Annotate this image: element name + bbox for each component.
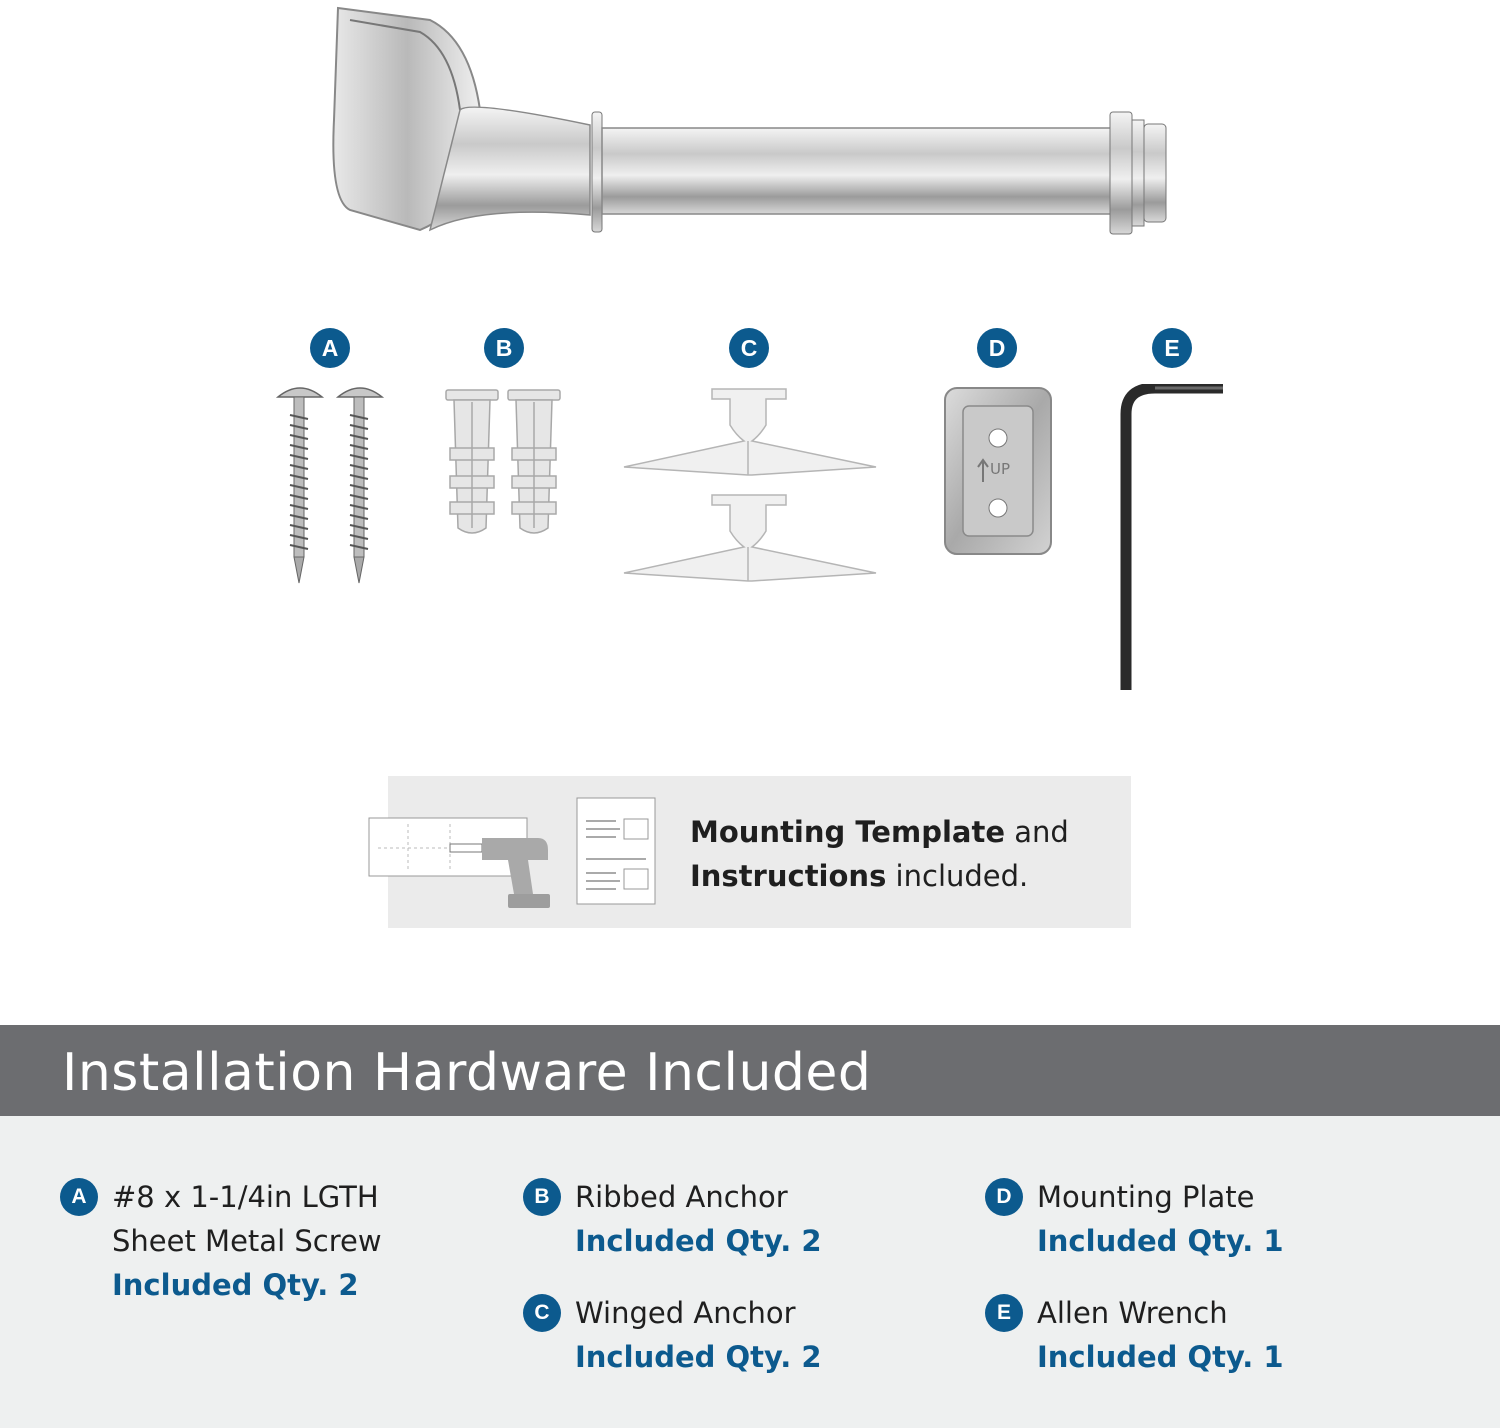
item-c <box>575 1291 822 1379</box>
part-b-badge: B <box>484 328 524 368</box>
item-a-line2: Sheet Metal Screw <box>112 1224 382 1258</box>
item-a-qty: Included Qty. 2 <box>112 1268 359 1302</box>
allen-wrench-image <box>1115 384 1230 694</box>
item-b-badge: B <box>523 1178 561 1216</box>
item-e <box>1037 1291 1284 1379</box>
template-text-2: included. <box>886 859 1029 893</box>
item-d-line1: Mounting Plate <box>1037 1180 1255 1214</box>
ribbed-anchors-image <box>440 388 565 540</box>
template-text-1: and <box>1005 815 1069 849</box>
item-d-badge: D <box>985 1178 1023 1216</box>
item-a-badge: A <box>60 1178 98 1216</box>
item-c-qty: Included Qty. 2 <box>575 1340 822 1374</box>
item-b <box>575 1175 822 1263</box>
screws-image <box>272 385 392 590</box>
item-b-line1: Ribbed Anchor <box>575 1180 788 1214</box>
item-c-line1: Winged Anchor <box>575 1296 796 1330</box>
item-e-line1: Allen Wrench <box>1037 1296 1228 1330</box>
instructions-document-icon <box>576 797 658 907</box>
mounting-plate-image <box>943 386 1053 556</box>
item-a-line1: #8 x 1-1/4in LGTH <box>112 1180 379 1214</box>
item-a <box>112 1175 382 1307</box>
item-d-qty: Included Qty. 1 <box>1037 1224 1284 1258</box>
template-bold-2: Instructions <box>690 859 887 893</box>
part-a-badge: A <box>310 328 350 368</box>
drill-icon <box>368 816 553 911</box>
item-d <box>1037 1175 1284 1263</box>
template-text <box>690 810 1069 898</box>
banner-title: Installation Hardware Included <box>62 1043 872 1103</box>
item-c-badge: C <box>523 1294 561 1332</box>
part-d-badge: D <box>977 328 1017 368</box>
toilet-paper-holder-image <box>320 0 1190 250</box>
plate-up-label: UP <box>990 460 1011 478</box>
part-c-badge: C <box>729 328 769 368</box>
part-e-badge: E <box>1152 328 1192 368</box>
winged-anchors-image <box>620 385 880 590</box>
template-bold-1: Mounting Template <box>690 815 1005 849</box>
item-e-qty: Included Qty. 1 <box>1037 1340 1284 1374</box>
section-banner <box>0 1025 1500 1116</box>
item-b-qty: Included Qty. 2 <box>575 1224 822 1258</box>
item-e-badge: E <box>985 1294 1023 1332</box>
